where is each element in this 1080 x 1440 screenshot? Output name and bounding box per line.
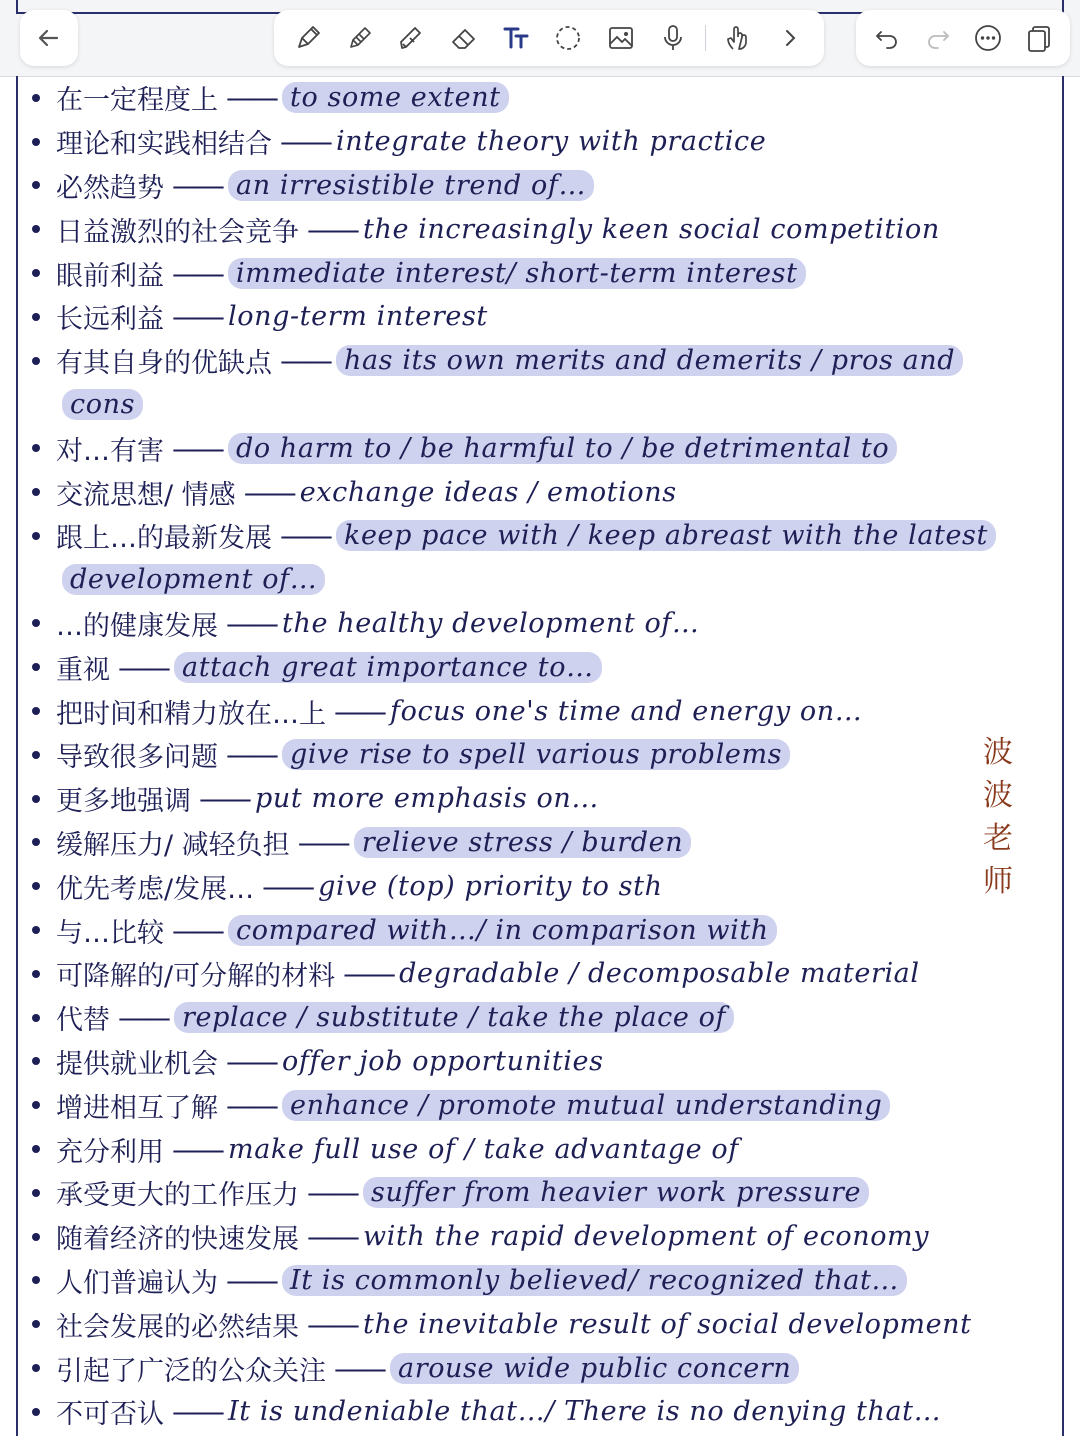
chinese-phrase: 重视	[56, 654, 110, 686]
chinese-phrase: …的健康发展	[56, 610, 218, 642]
english-phrase: offer job opportunities	[282, 1045, 604, 1077]
top-toolbar	[0, 0, 1080, 77]
english-phrase: the increasingly keen social competition	[363, 213, 940, 245]
drawing-tools	[274, 10, 824, 66]
english-phrase: attach great importance to…	[174, 652, 602, 683]
lasso-tool[interactable]	[548, 18, 588, 58]
highlighter-tool[interactable]	[392, 18, 432, 58]
signature-char: 波	[983, 735, 1013, 770]
image-tool[interactable]	[601, 18, 641, 58]
more-icon	[973, 23, 1003, 53]
arrow-left-icon	[35, 24, 63, 52]
em-dash: ——	[262, 869, 313, 903]
bullet-dot	[32, 444, 40, 452]
hand-draw-tool[interactable]	[718, 18, 758, 58]
list-item	[18, 821, 1062, 865]
em-dash: ——	[172, 300, 222, 334]
english-phrase: enhance / promote mutual understanding	[282, 1090, 890, 1121]
list-item	[18, 1215, 1062, 1259]
list-item	[18, 76, 1062, 120]
em-dash: ——	[118, 1001, 168, 1035]
chinese-phrase: 承受更大的工作压力	[56, 1180, 299, 1212]
text-tool[interactable]	[496, 18, 536, 58]
chinese-phrase: 随着经济的快速发展	[56, 1224, 299, 1256]
em-dash: ——	[118, 650, 168, 684]
list-item	[18, 426, 1062, 470]
em-dash: ——	[280, 519, 330, 553]
em-dash: ——	[172, 168, 222, 202]
list-item	[18, 952, 1062, 996]
english-phrase: the inevitable result of social development	[363, 1308, 972, 1340]
chinese-phrase: 增进相互了解	[56, 1092, 218, 1124]
english-phrase: integrate theory with practice	[336, 126, 767, 158]
image-icon	[606, 23, 636, 53]
text-icon	[501, 23, 531, 53]
phrase-list	[18, 76, 1062, 1434]
eraser-tool[interactable]	[444, 18, 484, 58]
em-dash: ——	[334, 694, 384, 728]
em-dash: ——	[172, 913, 222, 947]
list-item-continuation	[18, 558, 1062, 602]
chinese-phrase: 社会发展的必然结果	[56, 1311, 299, 1343]
chinese-phrase: 有其自身的优缺点	[56, 348, 272, 380]
signature-char: 波	[983, 778, 1013, 813]
bullet-dot	[32, 1145, 40, 1153]
chinese-phrase: 人们普遍认为	[56, 1267, 218, 1299]
chinese-phrase: 可降解的/可分解的材料	[56, 961, 336, 993]
list-item	[18, 1302, 1062, 1346]
toolbar-divider	[705, 25, 706, 51]
signature-char: 老	[983, 821, 1013, 856]
em-dash: ——	[297, 825, 348, 859]
em-dash: ——	[334, 1351, 384, 1385]
back-button[interactable]	[20, 10, 78, 66]
bullet-dot	[32, 1364, 40, 1372]
lasso-icon	[553, 23, 583, 53]
list-item	[18, 1346, 1062, 1390]
english-phrase: exchange ideas / emotions	[299, 476, 677, 508]
english-phrase: make full use of / take advantage of	[228, 1133, 739, 1165]
em-dash: ——	[307, 212, 357, 246]
list-item	[18, 996, 1062, 1040]
pen-tool[interactable]	[288, 18, 328, 58]
english-phrase: do harm to / be harmful to / be detrimental to	[228, 433, 897, 464]
english-phrase-continued: development of…	[62, 564, 325, 595]
redo-icon	[923, 23, 953, 53]
chinese-phrase: 长远利益	[56, 304, 164, 336]
bullet-dot	[32, 225, 40, 233]
list-item	[18, 1259, 1062, 1303]
em-dash: ——	[172, 1395, 222, 1429]
list-item	[18, 733, 1062, 777]
bullet-dot	[32, 838, 40, 846]
english-phrase: relieve stress / burden	[354, 827, 692, 858]
list-item	[18, 689, 1062, 733]
bullet-dot	[32, 1057, 40, 1065]
bullet-dot	[32, 488, 40, 496]
bullet-dot	[32, 1408, 40, 1416]
em-dash: ——	[280, 125, 330, 159]
english-phrase: focus one's time and energy on…	[390, 695, 863, 727]
bullet-dot	[32, 269, 40, 277]
chevron-right-icon	[775, 23, 805, 53]
chinese-phrase: 把时间和精力放在…上	[56, 698, 326, 730]
pages-button[interactable]	[1019, 18, 1059, 58]
english-phrase: replace / substitute / take the place of	[174, 1002, 734, 1033]
em-dash: ——	[172, 1132, 222, 1166]
list-item	[18, 864, 1062, 908]
em-dash: ——	[226, 1088, 276, 1122]
bullet-dot	[32, 1276, 40, 1284]
bullet-dot	[32, 619, 40, 627]
bullet-dot	[32, 1320, 40, 1328]
chinese-phrase: 缓解压力/ 减轻负担	[56, 829, 290, 861]
list-item	[18, 645, 1062, 689]
more-options-button[interactable]	[968, 18, 1008, 58]
english-phrase: It is undeniable that…/ There is no denying that…	[228, 1396, 942, 1428]
bullet-dot	[32, 795, 40, 803]
list-item	[18, 602, 1062, 646]
chinese-phrase: 不可否认	[56, 1399, 164, 1431]
eraser-icon	[449, 23, 479, 53]
bullet-dot	[32, 751, 40, 759]
list-item	[18, 777, 1062, 821]
bullet-dot	[32, 357, 40, 365]
english-phrase: immediate interest/ short-term interest	[228, 258, 806, 289]
chinese-phrase: 充分利用	[56, 1136, 164, 1168]
em-dash: ——	[343, 957, 394, 991]
more-tools-button[interactable]	[770, 18, 810, 58]
english-phrase: the healthy development of…	[282, 607, 700, 639]
english-phrase: with the rapid development of economy	[363, 1221, 930, 1253]
em-dash: ——	[226, 1044, 276, 1078]
undo-icon	[872, 23, 902, 53]
chinese-phrase: 理论和实践相结合	[56, 129, 272, 161]
bullet-dot	[32, 1014, 40, 1022]
list-item	[18, 251, 1062, 295]
chinese-phrase: 在一定程度上	[56, 85, 218, 117]
highlighter-icon	[397, 23, 427, 53]
bullet-dot	[32, 926, 40, 934]
list-item	[18, 1171, 1062, 1215]
chinese-phrase: 日益激烈的社会竞争	[56, 216, 299, 248]
bullet-dot	[32, 1189, 40, 1197]
english-phrase: to some extent	[282, 82, 509, 113]
bullet-dot	[32, 138, 40, 146]
list-item	[18, 207, 1062, 251]
english-phrase: an irresistible trend of…	[228, 170, 594, 201]
english-phrase: has its own merits and demerits / pros and	[336, 345, 963, 376]
em-dash: ——	[226, 1263, 276, 1297]
chinese-phrase: 对…有害	[56, 435, 164, 467]
microphone-icon	[658, 23, 688, 53]
list-item	[18, 295, 1062, 339]
list-item	[18, 470, 1062, 514]
english-phrase: keep pace with / keep abreast with the latest	[336, 520, 996, 551]
em-dash: ——	[226, 81, 276, 115]
em-dash: ——	[307, 1176, 357, 1210]
list-item	[18, 339, 1062, 383]
bullet-dot	[32, 970, 40, 978]
english-phrase: It is commonly believed/ recognized that…	[282, 1265, 907, 1296]
chinese-phrase: 交流思想/ 情感	[56, 479, 236, 511]
em-dash: ——	[307, 1307, 357, 1341]
list-item-continuation	[18, 383, 1062, 427]
bullet-dot	[32, 1233, 40, 1241]
bullet-dot	[32, 94, 40, 102]
english-phrase-continued: cons	[62, 389, 143, 420]
signature-char: 师	[983, 864, 1013, 899]
chinese-phrase: 眼前利益	[56, 260, 164, 292]
english-phrase: compared with…/ in comparison with	[228, 915, 777, 946]
list-item	[18, 1083, 1062, 1127]
list-item	[18, 908, 1062, 952]
undo-button[interactable]	[867, 18, 907, 58]
chinese-phrase: 导致很多问题	[56, 742, 218, 774]
chinese-phrase: 代替	[56, 1005, 110, 1037]
em-dash: ——	[226, 738, 276, 772]
list-item	[18, 120, 1062, 164]
english-phrase: degradable / decomposable material	[399, 958, 920, 990]
em-dash: ——	[243, 475, 294, 509]
em-dash: ——	[172, 431, 222, 465]
bullet-dot	[32, 313, 40, 321]
pen-icon	[293, 23, 323, 53]
list-item	[18, 514, 1062, 558]
bullet-dot	[32, 181, 40, 189]
bullet-dot	[32, 1101, 40, 1109]
list-item	[18, 1040, 1062, 1084]
english-phrase: suffer from heavier work pressure	[363, 1177, 869, 1208]
english-phrase: arouse wide public concern	[390, 1353, 799, 1384]
list-item	[18, 164, 1062, 208]
em-dash: ——	[199, 782, 249, 816]
chinese-phrase: 提供就业机会	[56, 1048, 218, 1080]
english-phrase: give rise to spell various problems	[282, 739, 790, 770]
list-item	[18, 1390, 1062, 1434]
em-dash: ——	[280, 344, 330, 378]
action-buttons	[856, 10, 1070, 66]
english-phrase: give (top) priority to sth	[318, 870, 663, 902]
chinese-phrase: 跟上…的最新发展	[56, 523, 272, 555]
chinese-phrase: 优先考虑/发展…	[56, 873, 255, 905]
bullet-dot	[32, 663, 40, 671]
english-phrase: long-term interest	[228, 301, 488, 333]
bullet-dot	[32, 707, 40, 715]
note-page[interactable]	[16, 76, 1064, 1436]
english-phrase: put more emphasis on…	[255, 783, 599, 815]
em-dash: ——	[307, 1220, 357, 1254]
signature	[978, 731, 1018, 903]
bullet-dot	[32, 532, 40, 540]
em-dash: ——	[226, 606, 276, 640]
bullet-dot	[32, 882, 40, 890]
chinese-phrase: 与…比较	[56, 917, 164, 949]
redo-button[interactable]	[918, 18, 958, 58]
voice-record-tool[interactable]	[653, 18, 693, 58]
hand-draw-icon	[723, 23, 753, 53]
pencil-tool[interactable]	[340, 18, 380, 58]
em-dash: ——	[172, 256, 222, 290]
pages-icon	[1024, 23, 1054, 53]
chinese-phrase: 必然趋势	[56, 172, 164, 204]
pencil-icon	[345, 23, 375, 53]
list-item	[18, 1127, 1062, 1171]
chinese-phrase: 更多地强调	[56, 786, 191, 818]
chinese-phrase: 引起了广泛的公众关注	[56, 1355, 326, 1387]
